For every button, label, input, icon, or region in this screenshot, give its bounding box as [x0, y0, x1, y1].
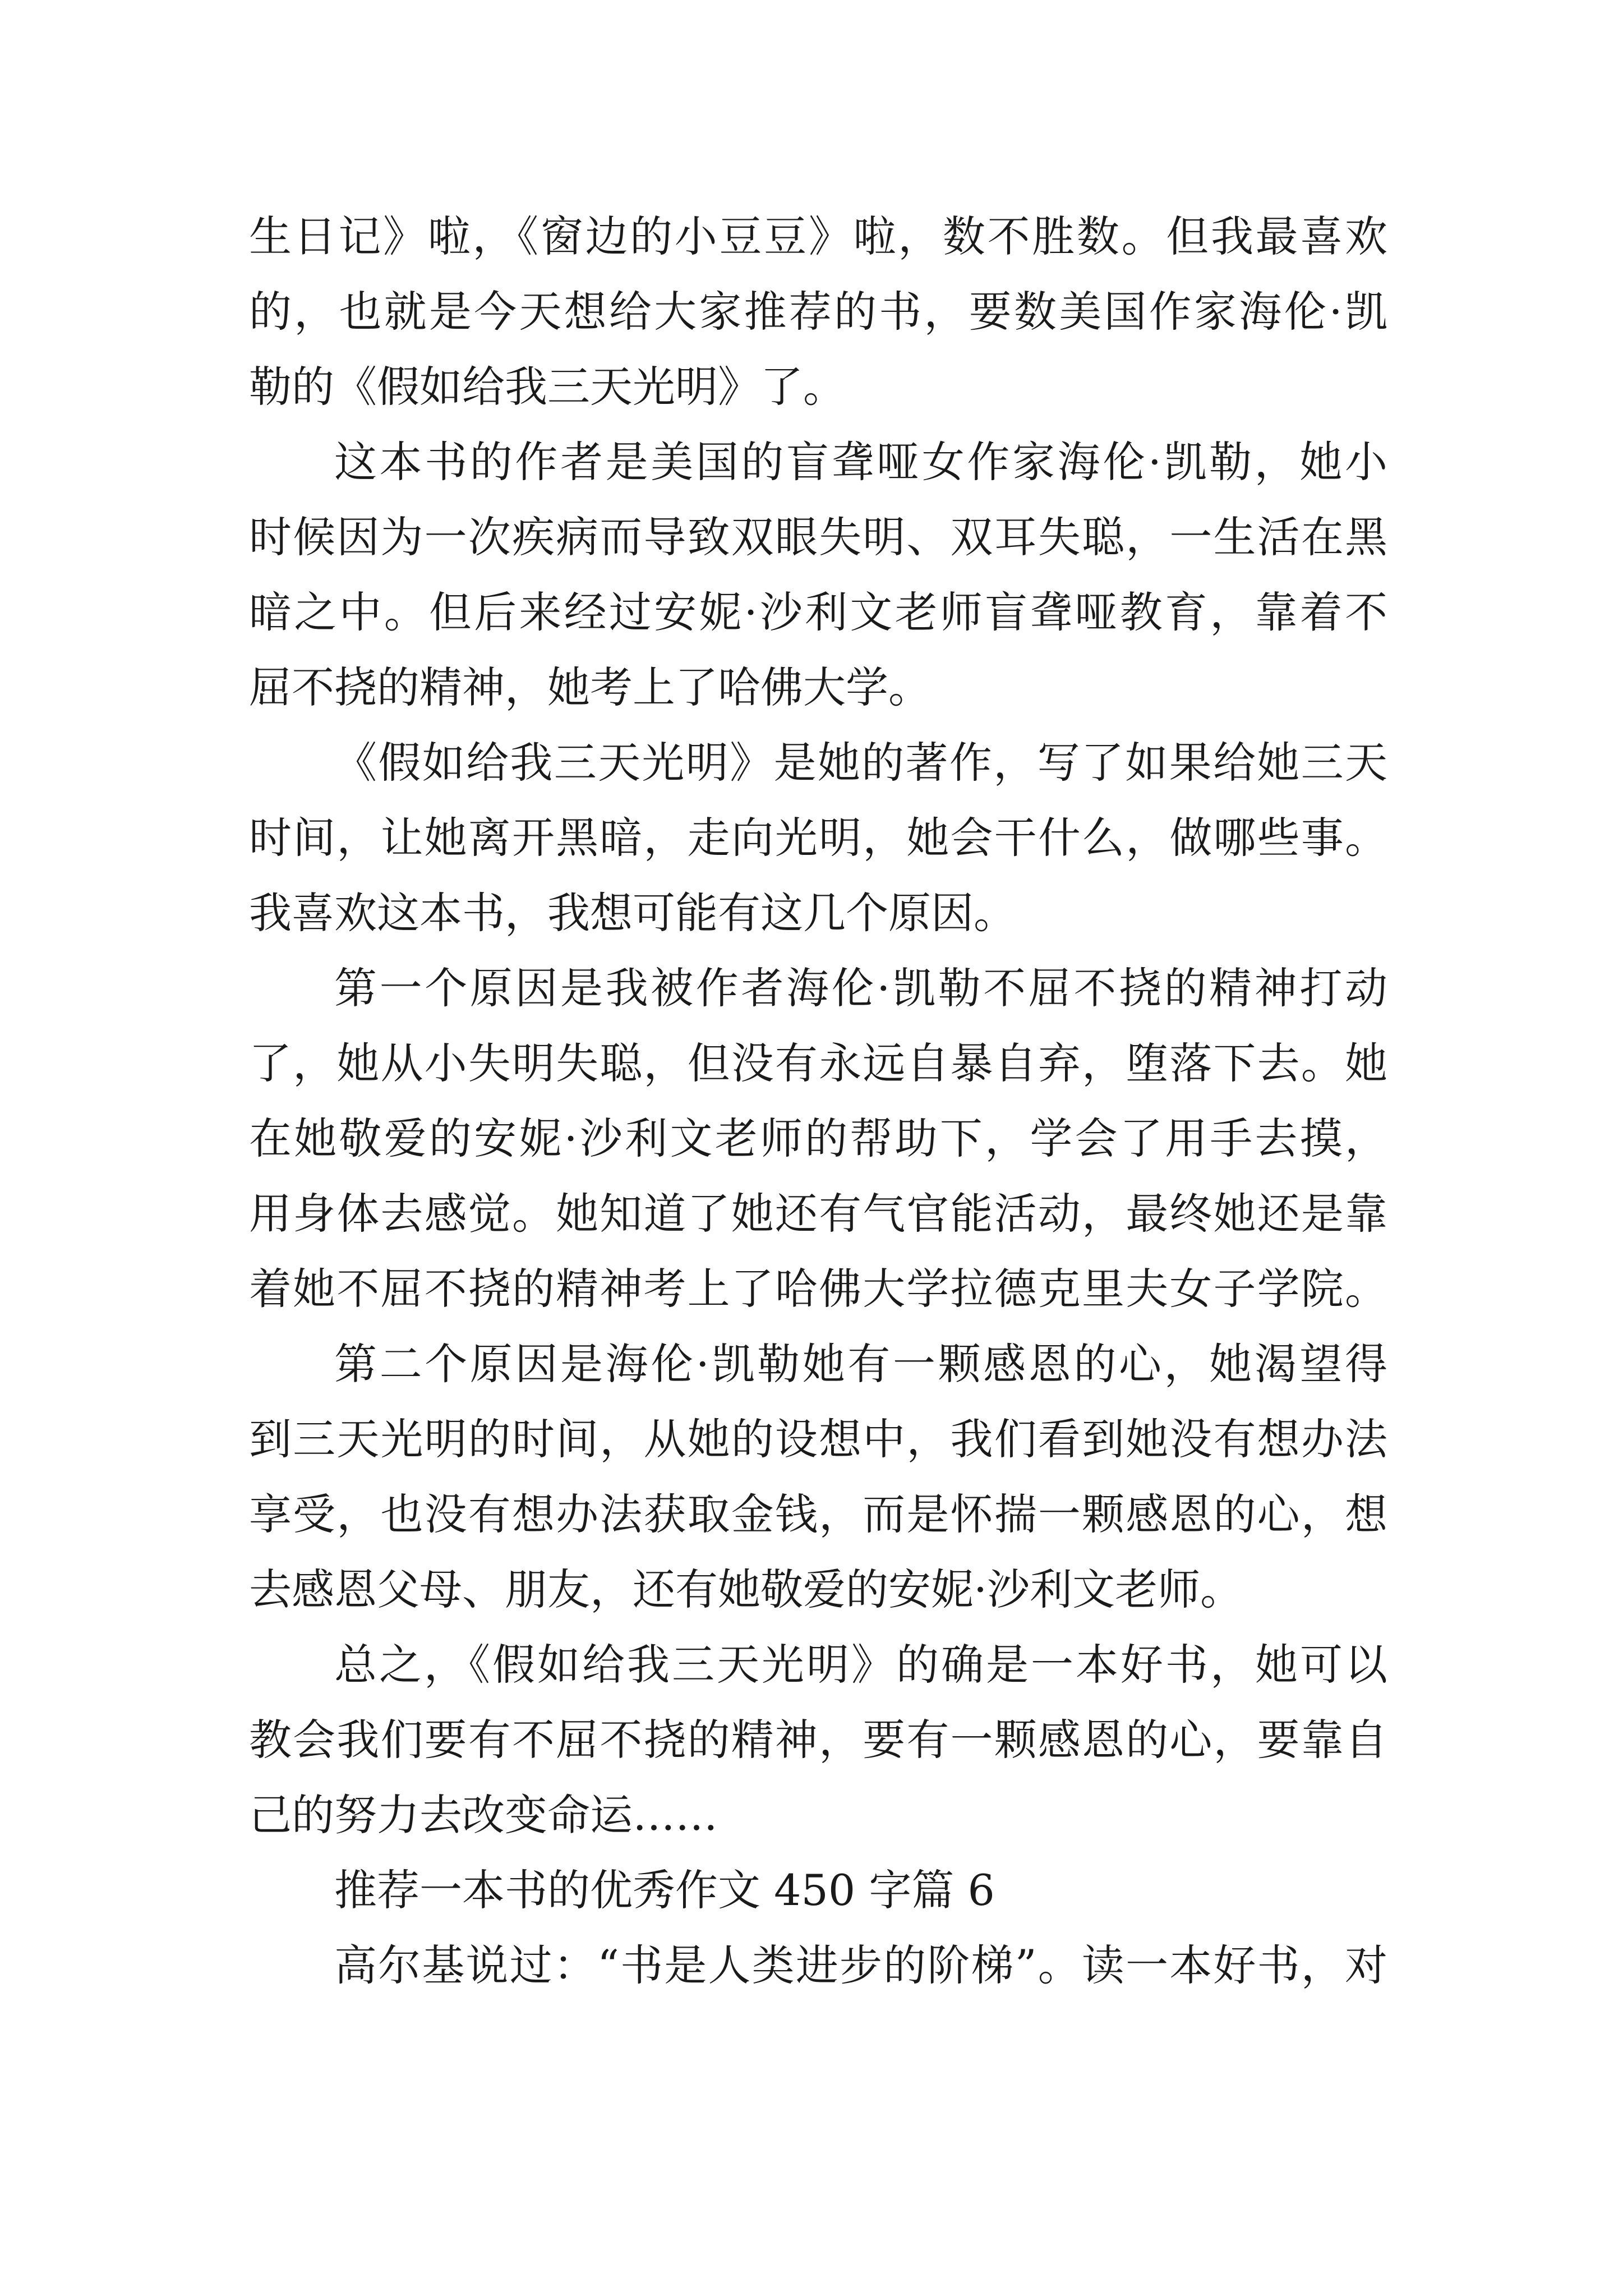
text-line: 《假如给我三天光明》是她的著作，写了如果给她三天 [334, 738, 1387, 788]
text-line: 屈不挠的精神，她考上了哈佛大学。 [249, 662, 931, 712]
text-line: 着她不屈不挠的精神考上了哈佛大学拉德克里夫女子学院。 [249, 1264, 1387, 1314]
text-line: 教会我们要有不屈不挠的精神，要有一颗感恩的心，要靠自 [249, 1715, 1387, 1765]
text-line: 了，她从小失明失聪，但没有永远自暴自弃，堕落下去。她 [249, 1038, 1387, 1088]
text-line: 在她敬爱的安妮·沙利文老师的帮助下，学会了用手去摸， [249, 1114, 1387, 1163]
text-line: 高尔基说过：“书是人类进步的阶梯”。读一本好书，对 [334, 1940, 1387, 1990]
text-line: 时间，让她离开黑暗，走向光明，她会干什么，做哪些事。 [249, 813, 1387, 863]
text-line: 用身体去感觉。她知道了她还有气官能活动，最终她还是靠 [249, 1189, 1387, 1239]
text-line: 总之，《假如给我三天光明》的确是一本好书，她可以 [334, 1640, 1387, 1690]
text-line: 时候因为一次疾病而导致双眼失明、双耳失聪，一生活在黑 [249, 512, 1387, 562]
text-line: 享受，也没有想办法获取金钱，而是怀揣一颗感恩的心，想 [249, 1489, 1387, 1539]
text-line: 己的努力去改变命运…… [249, 1790, 718, 1840]
text-line: 第一个原因是我被作者海伦·凯勒不屈不挠的精神打动 [334, 963, 1387, 1013]
text-line: 第二个原因是海伦·凯勒她有一颗感恩的心，她渴望得 [334, 1339, 1387, 1389]
document-body [249, 199, 1387, 2003]
text-line: 暗之中。但后来经过安妮·沙利文老师盲聋哑教育，靠着不 [249, 587, 1387, 637]
text-line: 勒的《假如给我三天光明》了。 [249, 362, 846, 412]
text-line: 去感恩父母、朋友，还有她敬爱的安妮·沙利文老师。 [249, 1565, 1243, 1614]
text-line: 生日记》啦，《窗边的小豆豆》啦，数不胜数。但我最喜欢 [249, 211, 1387, 261]
text-line: 到三天光明的时间，从她的设想中，我们看到她没有想办法 [249, 1414, 1387, 1464]
text-line: 我喜欢这本书，我想可能有这几个原因。 [249, 888, 1016, 938]
text-line: 的，也就是今天想给大家推荐的书，要数美国作家海伦·凯 [249, 287, 1387, 337]
text-line: 这本书的作者是美国的盲聋哑女作家海伦·凯勒，她小 [334, 437, 1387, 487]
section-heading: 推荐一本书的优秀作文 450 字篇 6 [334, 1865, 995, 1915]
